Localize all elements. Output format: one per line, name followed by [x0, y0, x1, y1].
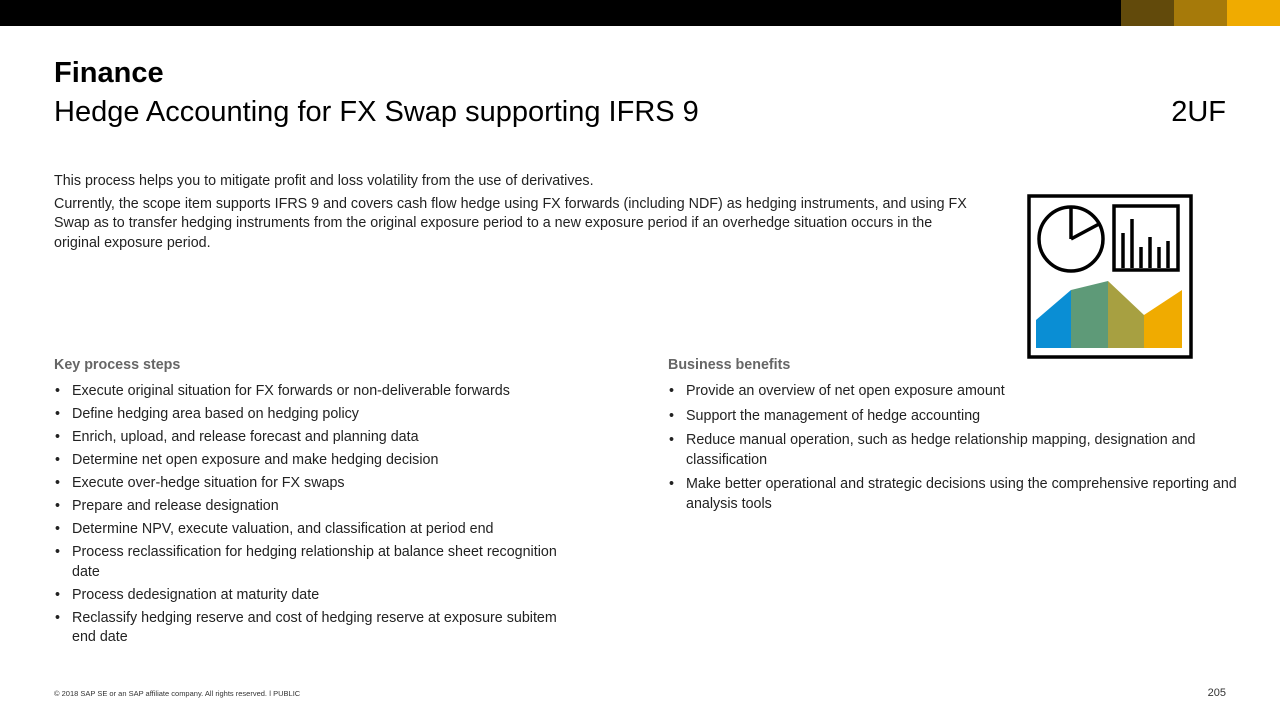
- bullet-icon: •: [669, 432, 675, 448]
- list-item: [54, 497, 584, 517]
- intro-text: [54, 172, 974, 256]
- page-number: 205: [1207, 687, 1226, 699]
- analytics-dashboard-icon: [1026, 193, 1194, 360]
- page-title: Hedge Accounting for FX Swap supporting IFRS 9: [54, 96, 699, 128]
- category-heading: Finance: [54, 57, 164, 89]
- key-step-text: Determine net open exposure and make hedging decision: [72, 452, 439, 468]
- list-item: [668, 407, 1240, 427]
- key-step-text: Process dedesignation at maturity date: [72, 586, 320, 603]
- bullet-icon: •: [55, 475, 61, 491]
- benefit-text: Provide an overview of net open exposure amount: [686, 383, 1005, 399]
- list-item: [668, 382, 1240, 402]
- bullet-icon: •: [55, 586, 61, 603]
- list-item: [54, 428, 584, 448]
- intro-paragraph-1: This process helps you to mitigate profit and loss volatility from the use of derivatives.: [54, 173, 594, 189]
- list-item: [54, 451, 584, 471]
- bullet-icon: •: [55, 609, 61, 626]
- benefit-text: Reduce manual operation, such as hedge relationship mapping, designation and classification: [686, 432, 1196, 468]
- brand-swatch-dark: [1121, 0, 1174, 26]
- key-step-text: Prepare and release designation: [72, 498, 279, 514]
- key-step-text: Reclassify hedging reserve and cost of hedging reserve at exposure subitem end date: [72, 609, 557, 645]
- benefits-heading: Business benefits: [668, 357, 791, 373]
- intro-paragraph-2: Currently, the scope item supports IFRS 9 and covers cash flow hedge using FX forwards (including NDF) as hedging instruments, and using FX Swap as to transfer hedging instruments from the original exposure period to a new exposure period if an overhedge situation occurs in the original exposure period.: [54, 195, 967, 251]
- list-item: [54, 543, 584, 582]
- list-item: [668, 475, 1240, 514]
- list-item: [54, 382, 584, 402]
- list-item: [54, 609, 584, 648]
- scope-item-code: 2UF: [1171, 96, 1226, 128]
- brand-swatch-mid: [1174, 0, 1227, 26]
- list-item: [54, 586, 584, 606]
- list-item: [668, 431, 1240, 470]
- bullet-icon: •: [55, 498, 61, 514]
- bullet-icon: •: [55, 452, 61, 468]
- key-steps-list: [54, 382, 584, 648]
- bullet-icon: •: [55, 429, 61, 445]
- benefit-text: Support the management of hedge accounting: [686, 407, 981, 424]
- list-item: [54, 474, 584, 494]
- list-item: [54, 520, 584, 540]
- bullet-icon: •: [55, 544, 61, 560]
- brand-swatch-light: [1227, 0, 1280, 26]
- key-step-text: Define hedging area based on hedging policy: [72, 406, 359, 422]
- key-step-text: Execute over-hedge situation for FX swaps: [72, 475, 345, 491]
- bullet-icon: •: [669, 383, 675, 399]
- bullet-icon: •: [55, 406, 61, 422]
- area-segment-2: [1071, 281, 1108, 348]
- business-benefits: [668, 357, 1240, 519]
- bullet-icon: •: [669, 407, 675, 424]
- key-step-text: Determine NPV, execute valuation, and classification at period end: [72, 521, 494, 537]
- key-step-text: Process reclassification for hedging relationship at balance sheet recognition date: [72, 544, 557, 580]
- key-steps-heading: Key process steps: [54, 357, 181, 373]
- benefits-list: [668, 382, 1240, 514]
- copyright-footer: © 2018 SAP SE or an SAP affiliate company. All rights reserved. ǀ PUBLIC: [54, 689, 301, 698]
- bullet-icon: •: [55, 383, 61, 399]
- list-item: [54, 405, 584, 425]
- top-bar: [0, 0, 1280, 26]
- bullet-icon: •: [669, 476, 675, 492]
- key-process-steps: [54, 357, 584, 651]
- benefit-text: Make better operational and strategic decisions using the comprehensive reporting and analysis tools: [686, 476, 1237, 512]
- bullet-icon: •: [55, 521, 61, 537]
- key-step-text: Execute original situation for FX forwards or non-deliverable forwards: [72, 383, 510, 399]
- key-step-text: Enrich, upload, and release forecast and planning data: [72, 429, 419, 445]
